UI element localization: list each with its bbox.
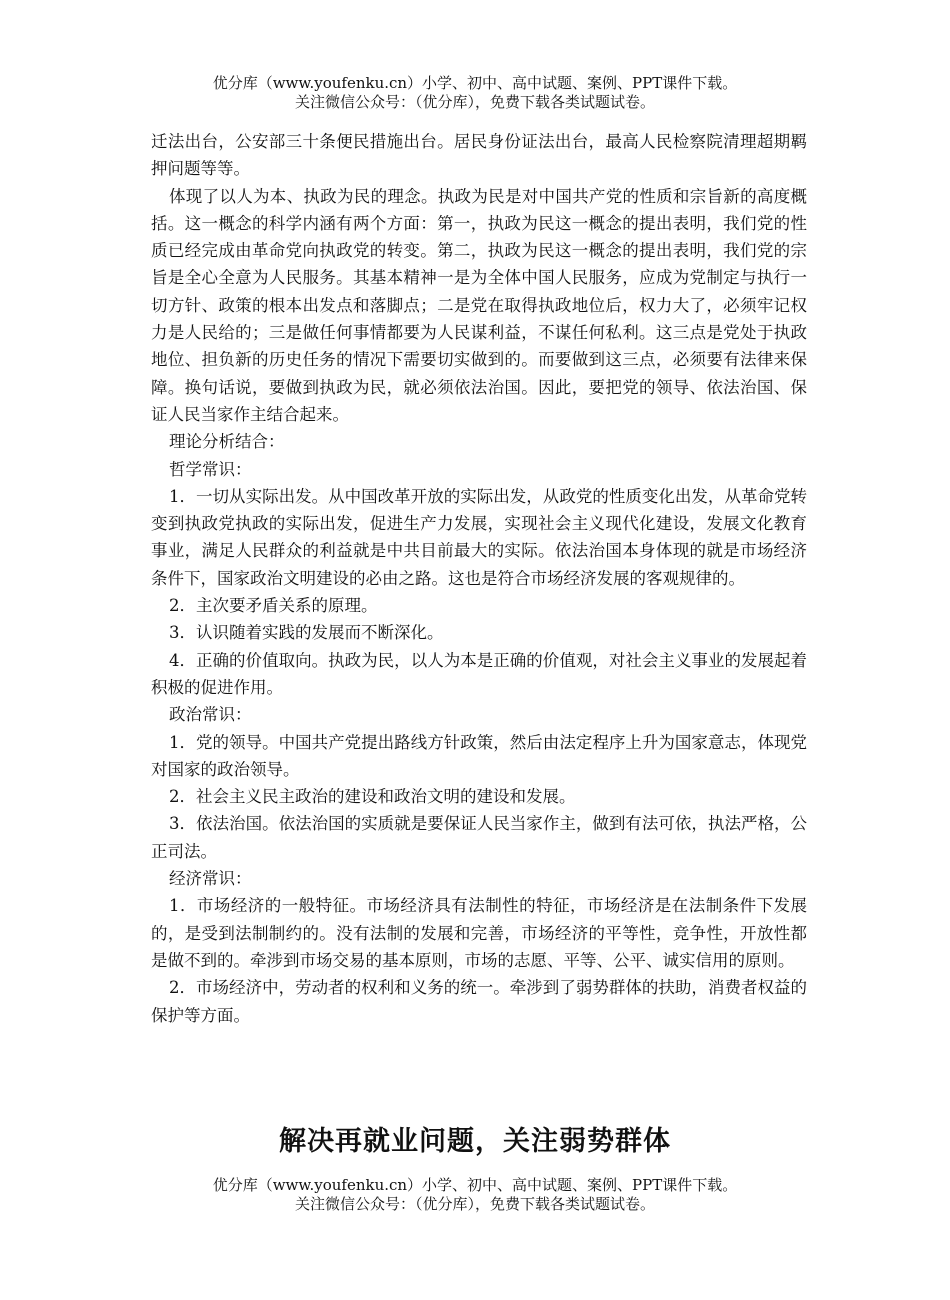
heading-theory-analysis: 理论分析结合： [169, 432, 285, 452]
footer-line-1: 优分库（www.youfenku.cn）小学、初中、高中试题、案例、PPT课件下载。 [212, 1176, 738, 1194]
paragraph-theme: 体现了以人为本、执政为民的理念。执政为民是对中国共产党的性质和宗旨新的高度概括。这一概念的科学内涵有两个方面：第一，执政为民这一概念的提出表明，我们党的性质已经完成由革命党向执政党的转变。第二，执政为民这一概念的提出表明，我们党的宗旨是全心全意为人民服务。其基本精神一是为全体中国人民服务，应成为党制定与执行一切方针、政策的根本出发点和落脚点；二是党在取得执政地位后，权力大了，必须牢记权力是人民给的；三是做任何事情都要为人民谋利益，不谋任何私利。这三点是党处于执政地位、担负新的历史任务的情况下需要切实做到的。而要做到这三点，必须要有法律来保障。换句话说，要做到执政为民，就必须依法治国。因此，要把党的领导、依法治国、保证人民当家作主结合起来。 [151, 186, 807, 424]
heading-economics: 经济常识： [169, 869, 252, 889]
document-body [151, 128, 807, 1029]
philosophy-item-2: 2．主次要矛盾关系的原理。 [169, 596, 378, 616]
heading-philosophy: 哲学常识： [169, 459, 252, 479]
economics-item-2: 2．市场经济中，劳动者的权利和义务的统一。牵涉到了弱势群体的扶助，消费者权益的保护等方面。 [151, 978, 807, 1025]
page-header [0, 74, 950, 112]
footer-line-2: 关注微信公众号：（优分库），免费下载各类试题试卷。 [294, 1195, 655, 1213]
section-title: 解决再就业问题，关注弱势群体 [279, 1126, 671, 1157]
header-line-2: 关注微信公众号：（优分库），免费下载各类试题试卷。 [294, 93, 655, 111]
politics-item-1: 1．党的领导。中国共产党提出路线方针政策，然后由法定程序上升为国家意志，体现党对国家的政治领导。 [151, 732, 807, 779]
paragraph-continuation: 迁法出台，公安部三十条便民措施出台。居民身份证法出台，最高人民检察院清理超期羁押问题等等。 [151, 132, 807, 179]
economics-item-1: 1．市场经济的一般特征。市场经济具有法制性的特征，市场经济是在法制条件下发展的，是受到法制制约的。没有法制的发展和完善，市场经济的平等性，竞争性，开放性都是做不到的。牵涉到市场交易的基本原则，市场的志愿、平等、公平、诚实信用的原则。 [151, 896, 807, 970]
politics-item-3: 3．依法治国。依法治国的实质就是要保证人民当家作主，做到有法可依，执法严格，公正司法。 [151, 814, 807, 861]
philosophy-item-4: 4．正确的价值取向。执政为民，以人为本是正确的价值观，对社会主义事业的发展起着积极的促进作用。 [151, 650, 807, 697]
header-line-1: 优分库（www.youfenku.cn）小学、初中、高中试题、案例、PPT课件下载。 [212, 74, 738, 92]
philosophy-item-3: 3．认识随着实践的发展而不断深化。 [169, 623, 444, 643]
philosophy-item-1: 1．一切从实际出发。从中国改革开放的实际出发，从政党的性质变化出发，从革命党转变到执政党执政的实际出发，促进生产力发展，实现社会主义现代化建设，发展文化教育事业，满足人民群众的利益就是中共目前最大的实际。依法治国本身体现的就是市场经济条件下，国家政治文明建设的必由之路。这也是符合市场经济发展的客观规律的。 [151, 486, 807, 588]
heading-politics: 政治常识： [169, 705, 252, 725]
page-footer [0, 1176, 950, 1214]
politics-item-2: 2．社会主义民主政治的建设和政治文明的建设和发展。 [169, 787, 576, 807]
